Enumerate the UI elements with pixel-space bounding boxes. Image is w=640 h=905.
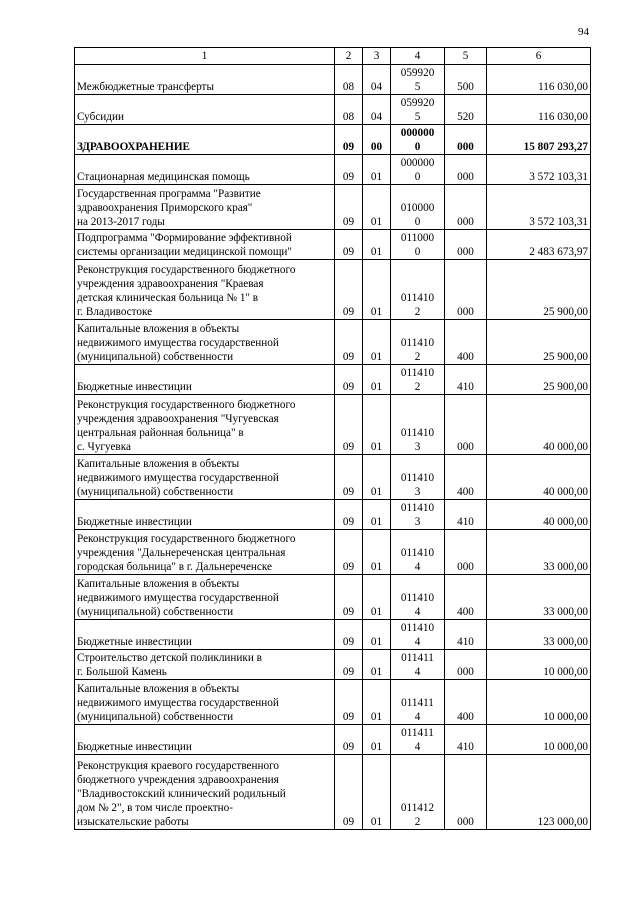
budget-table bbox=[74, 47, 591, 830]
row-target-code: 011410 4 bbox=[391, 620, 445, 650]
row-name: Бюджетные инвестиции bbox=[75, 365, 335, 395]
row-name: Подпрограмма "Формирование эффективной системы организации медицинской помощи" bbox=[75, 230, 335, 260]
row-target-code: 011410 3 bbox=[391, 455, 445, 500]
row-amount: 3 572 103,31 bbox=[487, 185, 591, 230]
row-amount: 10 000,00 bbox=[487, 725, 591, 755]
row-subsection: 01 bbox=[363, 185, 391, 230]
row-subsection: 01 bbox=[363, 650, 391, 680]
row-target-code: 011410 2 bbox=[391, 365, 445, 395]
row-subsection: 01 bbox=[363, 530, 391, 575]
table-row bbox=[75, 395, 591, 455]
row-name: Реконструкция государственного бюджетного учреждения здравоохранения "Чугуевская центральная районная больница" в с. Чугуевка bbox=[75, 395, 335, 455]
row-subsection: 01 bbox=[363, 395, 391, 455]
row-section: 09 bbox=[335, 530, 363, 575]
row-section: 09 bbox=[335, 500, 363, 530]
row-subsection: 04 bbox=[363, 95, 391, 125]
row-expense-type: 400 bbox=[445, 680, 487, 725]
table-row bbox=[75, 185, 591, 230]
row-amount: 33 000,00 bbox=[487, 575, 591, 620]
row-name: Государственная программа "Развитие здравоохранения Приморского края" на 2013-2017 годы bbox=[75, 185, 335, 230]
column-header-target-code: 4 bbox=[391, 48, 445, 65]
row-name: Субсидии bbox=[75, 95, 335, 125]
row-expense-type: 000 bbox=[445, 185, 487, 230]
row-name: Капитальные вложения в объекты недвижимого имущества государственной (муниципальной) собственности bbox=[75, 575, 335, 620]
row-subsection: 01 bbox=[363, 260, 391, 320]
row-amount: 116 030,00 bbox=[487, 95, 591, 125]
table-row bbox=[75, 260, 591, 320]
row-section: 08 bbox=[335, 65, 363, 95]
row-section: 09 bbox=[335, 620, 363, 650]
row-section: 09 bbox=[335, 575, 363, 620]
row-expense-type: 000 bbox=[445, 755, 487, 830]
row-section: 09 bbox=[335, 395, 363, 455]
table-row bbox=[75, 725, 591, 755]
row-subsection: 01 bbox=[363, 680, 391, 725]
row-expense-type: 400 bbox=[445, 320, 487, 365]
row-target-code: 011410 4 bbox=[391, 530, 445, 575]
row-section: 09 bbox=[335, 725, 363, 755]
row-name: Бюджетные инвестиции bbox=[75, 500, 335, 530]
row-section: 09 bbox=[335, 320, 363, 365]
row-expense-type: 000 bbox=[445, 155, 487, 185]
row-amount: 15 807 293,27 bbox=[487, 125, 591, 155]
row-expense-type: 000 bbox=[445, 530, 487, 575]
row-target-code: 011000 0 bbox=[391, 230, 445, 260]
column-header-section: 2 bbox=[335, 48, 363, 65]
row-name: ЗДРАВООХРАНЕНИЕ bbox=[75, 125, 335, 155]
row-section: 09 bbox=[335, 755, 363, 830]
row-subsection: 01 bbox=[363, 575, 391, 620]
row-subsection: 01 bbox=[363, 230, 391, 260]
row-amount: 10 000,00 bbox=[487, 680, 591, 725]
row-subsection: 01 bbox=[363, 365, 391, 395]
row-name: Строительство детской поликлиники в г. Большой Камень bbox=[75, 650, 335, 680]
row-amount: 3 572 103,31 bbox=[487, 155, 591, 185]
row-subsection: 01 bbox=[363, 755, 391, 830]
row-amount: 116 030,00 bbox=[487, 65, 591, 95]
table-row bbox=[75, 575, 591, 620]
table-row bbox=[75, 65, 591, 95]
row-name: Реконструкция государственного бюджетного учреждения "Дальнереченская центральная городская больница" в г. Дальнереченске bbox=[75, 530, 335, 575]
column-header-amount: 6 bbox=[487, 48, 591, 65]
row-section: 09 bbox=[335, 230, 363, 260]
row-amount: 25 900,00 bbox=[487, 365, 591, 395]
row-name: Стационарная медицинская помощь bbox=[75, 155, 335, 185]
row-target-code: 000000 0 bbox=[391, 125, 445, 155]
row-target-code: 000000 0 bbox=[391, 155, 445, 185]
page-number: 94 bbox=[578, 26, 589, 38]
row-expense-type: 410 bbox=[445, 500, 487, 530]
table-body bbox=[75, 65, 591, 830]
table-header-row bbox=[75, 48, 591, 65]
row-name: Бюджетные инвестиции bbox=[75, 620, 335, 650]
row-target-code: 011412 2 bbox=[391, 755, 445, 830]
row-expense-type: 000 bbox=[445, 395, 487, 455]
table-row bbox=[75, 365, 591, 395]
row-subsection: 00 bbox=[363, 125, 391, 155]
row-target-code: 011410 4 bbox=[391, 575, 445, 620]
table-row bbox=[75, 125, 591, 155]
row-expense-type: 410 bbox=[445, 725, 487, 755]
row-amount: 40 000,00 bbox=[487, 500, 591, 530]
column-header-subsection: 3 bbox=[363, 48, 391, 65]
row-subsection: 01 bbox=[363, 500, 391, 530]
row-section: 09 bbox=[335, 260, 363, 320]
row-target-code: 011411 4 bbox=[391, 680, 445, 725]
row-name: Бюджетные инвестиции bbox=[75, 725, 335, 755]
row-amount: 10 000,00 bbox=[487, 650, 591, 680]
row-expense-type: 000 bbox=[445, 230, 487, 260]
row-amount: 123 000,00 bbox=[487, 755, 591, 830]
row-name: Капитальные вложения в объекты недвижимого имущества государственной (муниципальной) собственности bbox=[75, 680, 335, 725]
row-amount: 2 483 673,97 bbox=[487, 230, 591, 260]
row-amount: 40 000,00 bbox=[487, 455, 591, 500]
table-row bbox=[75, 680, 591, 725]
table-row bbox=[75, 500, 591, 530]
row-expense-type: 410 bbox=[445, 365, 487, 395]
row-section: 09 bbox=[335, 125, 363, 155]
column-header-name: 1 bbox=[75, 48, 335, 65]
row-target-code: 011411 4 bbox=[391, 650, 445, 680]
row-section: 09 bbox=[335, 155, 363, 185]
row-expense-type: 400 bbox=[445, 575, 487, 620]
row-target-code: 011410 3 bbox=[391, 395, 445, 455]
table-row bbox=[75, 530, 591, 575]
row-target-code: 010000 0 bbox=[391, 185, 445, 230]
row-subsection: 01 bbox=[363, 155, 391, 185]
row-section: 09 bbox=[335, 185, 363, 230]
row-expense-type: 400 bbox=[445, 455, 487, 500]
table-row bbox=[75, 155, 591, 185]
row-section: 09 bbox=[335, 650, 363, 680]
table-row bbox=[75, 455, 591, 500]
table-row bbox=[75, 755, 591, 830]
column-header-expense-type: 5 bbox=[445, 48, 487, 65]
row-expense-type: 000 bbox=[445, 125, 487, 155]
row-target-code: 011410 2 bbox=[391, 260, 445, 320]
row-name: Реконструкция государственного бюджетного учреждения здравоохранения "Краевая детская клиническая больница № 1" в г. Владивостоке bbox=[75, 260, 335, 320]
table-row bbox=[75, 95, 591, 125]
table-row bbox=[75, 620, 591, 650]
row-name: Капитальные вложения в объекты недвижимого имущества государственной (муниципальной) собственности bbox=[75, 455, 335, 500]
row-subsection: 01 bbox=[363, 320, 391, 365]
row-subsection: 01 bbox=[363, 455, 391, 500]
row-expense-type: 000 bbox=[445, 650, 487, 680]
row-section: 08 bbox=[335, 95, 363, 125]
row-target-code: 059920 5 bbox=[391, 65, 445, 95]
table-row bbox=[75, 320, 591, 365]
row-name: Межбюджетные трансферты bbox=[75, 65, 335, 95]
row-section: 09 bbox=[335, 455, 363, 500]
row-subsection: 01 bbox=[363, 620, 391, 650]
row-amount: 33 000,00 bbox=[487, 620, 591, 650]
row-expense-type: 520 bbox=[445, 95, 487, 125]
row-expense-type: 410 bbox=[445, 620, 487, 650]
row-name: Реконструкция краевого государственного бюджетного учреждения здравоохранения "Владивостокский клинический родильный дом № 2", в том числе проектно- изыскательские работы bbox=[75, 755, 335, 830]
row-amount: 25 900,00 bbox=[487, 320, 591, 365]
row-expense-type: 000 bbox=[445, 260, 487, 320]
row-target-code: 011410 3 bbox=[391, 500, 445, 530]
row-expense-type: 500 bbox=[445, 65, 487, 95]
table-row bbox=[75, 650, 591, 680]
row-target-code: 011410 2 bbox=[391, 320, 445, 365]
row-subsection: 01 bbox=[363, 725, 391, 755]
row-section: 09 bbox=[335, 365, 363, 395]
row-section: 09 bbox=[335, 680, 363, 725]
row-amount: 33 000,00 bbox=[487, 530, 591, 575]
row-name: Капитальные вложения в объекты недвижимого имущества государственной (муниципальной) собственности bbox=[75, 320, 335, 365]
row-target-code: 011411 4 bbox=[391, 725, 445, 755]
row-amount: 40 000,00 bbox=[487, 395, 591, 455]
row-subsection: 04 bbox=[363, 65, 391, 95]
row-target-code: 059920 5 bbox=[391, 95, 445, 125]
table-row bbox=[75, 230, 591, 260]
row-amount: 25 900,00 bbox=[487, 260, 591, 320]
